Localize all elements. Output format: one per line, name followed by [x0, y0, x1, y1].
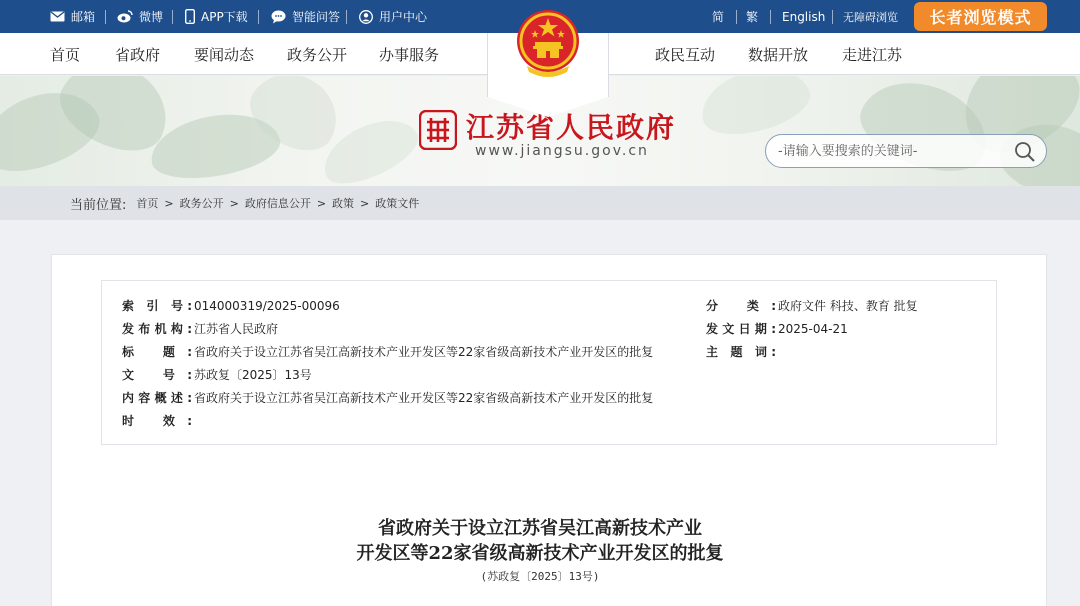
simplified-label: 简: [712, 10, 725, 24]
meta-subject-key: 主 题 词:: [706, 345, 776, 359]
meta-docno-value: 苏政复〔2025〕13号: [194, 368, 312, 382]
meta-publisher-key: 发布机构:: [122, 322, 192, 336]
weibo-icon: [117, 10, 133, 23]
meta-validity-key: 时 效:: [122, 414, 192, 428]
smart-qa-link[interactable]: [271, 0, 340, 33]
meta-publisher-value: 江苏省人民政府: [194, 322, 279, 336]
meta-category-row: [706, 297, 918, 314]
meta-summary-row: [122, 389, 653, 406]
nav-item-gov-affairs[interactable]: [287, 33, 347, 75]
meta-title-value: 省政府关于设立江苏省吴江高新技术产业开发区等22家省级高新技术产业开发区的批复: [194, 345, 654, 359]
search-input[interactable]: [778, 144, 1008, 159]
meta-summary-key: 内容概述:: [122, 391, 192, 405]
national-emblem-icon: [515, 8, 581, 82]
breadcrumb-separator: >: [316, 196, 327, 210]
breadcrumb-separator: >: [229, 196, 239, 210]
nav-label: 省政府: [115, 45, 161, 64]
document-number: (苏政复〔2025〕13号): [480, 570, 600, 583]
nav-item-news[interactable]: [194, 33, 254, 75]
mail-link[interactable]: [50, 0, 95, 33]
nav-label: 办事服务: [379, 45, 440, 64]
nav-item-home[interactable]: [50, 33, 80, 75]
meta-category-key: 分 类:: [706, 299, 776, 313]
nav-label: 首页: [50, 45, 81, 64]
nav-item-interaction[interactable]: [655, 33, 715, 75]
meta-title-row: [122, 343, 653, 360]
english-link[interactable]: [782, 0, 825, 33]
user-icon: [359, 10, 373, 24]
accessible-browse-link[interactable]: [843, 0, 898, 33]
breadcrumb-label: 当前位置:: [70, 197, 127, 213]
chat-icon: [271, 10, 286, 24]
site-title: 江苏省人民政府: [466, 111, 677, 144]
meta-index-value: 014000319/2025-00096: [194, 298, 340, 313]
breadcrumb-item-gov-affairs[interactable]: 政务公开: [179, 197, 224, 210]
simplified-chinese-link[interactable]: [712, 0, 724, 33]
nav-label: 走进江苏: [842, 45, 903, 64]
breadcrumb-item-info-disclosure[interactable]: 政府信息公开: [244, 197, 311, 210]
document-title-line-1: 省政府关于设立江苏省吴江高新技术产业: [378, 518, 702, 539]
breadcrumb-separator: >: [164, 196, 174, 210]
nav-item-open-data[interactable]: [748, 33, 808, 75]
meta-summary-value: 省政府关于设立江苏省吴江高新技术产业开发区等22家省级高新技术产业开发区的批复: [194, 391, 654, 405]
mail-label: 邮箱: [71, 10, 96, 24]
breadcrumb-item-policy-docs[interactable]: 政策文件: [375, 197, 420, 210]
english-label: English: [782, 9, 826, 24]
nav-item-services[interactable]: [379, 33, 439, 75]
traditional-chinese-link[interactable]: [746, 0, 758, 33]
meta-subject-row: [706, 343, 778, 360]
nav-label: 数据开放: [748, 45, 809, 64]
weibo-label: 微博: [139, 10, 164, 24]
document-metadata: [101, 280, 997, 445]
meta-index-row: [122, 297, 340, 314]
meta-index-key: 索 引 号:: [122, 299, 192, 313]
traditional-label: 繁: [746, 10, 759, 24]
nav-label: 政务公开: [287, 45, 348, 64]
search-icon[interactable]: [1014, 141, 1036, 163]
nav-item-about-jiangsu[interactable]: [842, 33, 902, 75]
elder-mode-label: 长者浏览模式: [929, 8, 1032, 27]
app-download-link[interactable]: [185, 0, 248, 33]
meta-docno-key: 文 号:: [122, 368, 192, 382]
nav-label: 政民互动: [655, 45, 716, 64]
breadcrumb-separator: >: [360, 196, 370, 210]
meta-date-key: 发文日期:: [706, 322, 776, 336]
smart-qa-label: 智能问答: [292, 10, 341, 24]
meta-validity-row: [122, 412, 194, 429]
document-title-line-2: 开发区等22家省级高新技术产业开发区的批复: [356, 543, 724, 564]
meta-title-key: 标 题:: [122, 345, 192, 359]
site-url: www.jiangsu.gov.cn: [475, 143, 649, 159]
meta-publisher-row: [122, 320, 278, 337]
breadcrumb-item-policy[interactable]: 政策: [332, 197, 355, 210]
elder-mode-button[interactable]: [914, 2, 1047, 31]
meta-docno-row: [122, 366, 312, 383]
mail-icon: [50, 11, 65, 22]
user-center-link[interactable]: [359, 0, 427, 33]
breadcrumb-item-home[interactable]: 首页: [136, 197, 159, 210]
jiangsu-logo-icon: [419, 110, 457, 150]
nav-item-provincial-gov[interactable]: [115, 33, 160, 75]
breadcrumb: [0, 186, 1080, 220]
search-box[interactable]: [765, 134, 1047, 168]
phone-icon: [185, 9, 195, 24]
nav-label: 要闻动态: [194, 45, 255, 64]
app-download-label: APP下载: [201, 10, 248, 24]
meta-date-value: 2025-04-21: [778, 321, 848, 336]
user-center-label: 用户中心: [379, 10, 428, 24]
meta-date-row: [706, 320, 848, 337]
accessible-label: 无障碍浏览: [843, 10, 898, 24]
weibo-link[interactable]: [117, 0, 163, 33]
meta-category-value: 政府文件 科技、教育 批复: [778, 299, 918, 313]
